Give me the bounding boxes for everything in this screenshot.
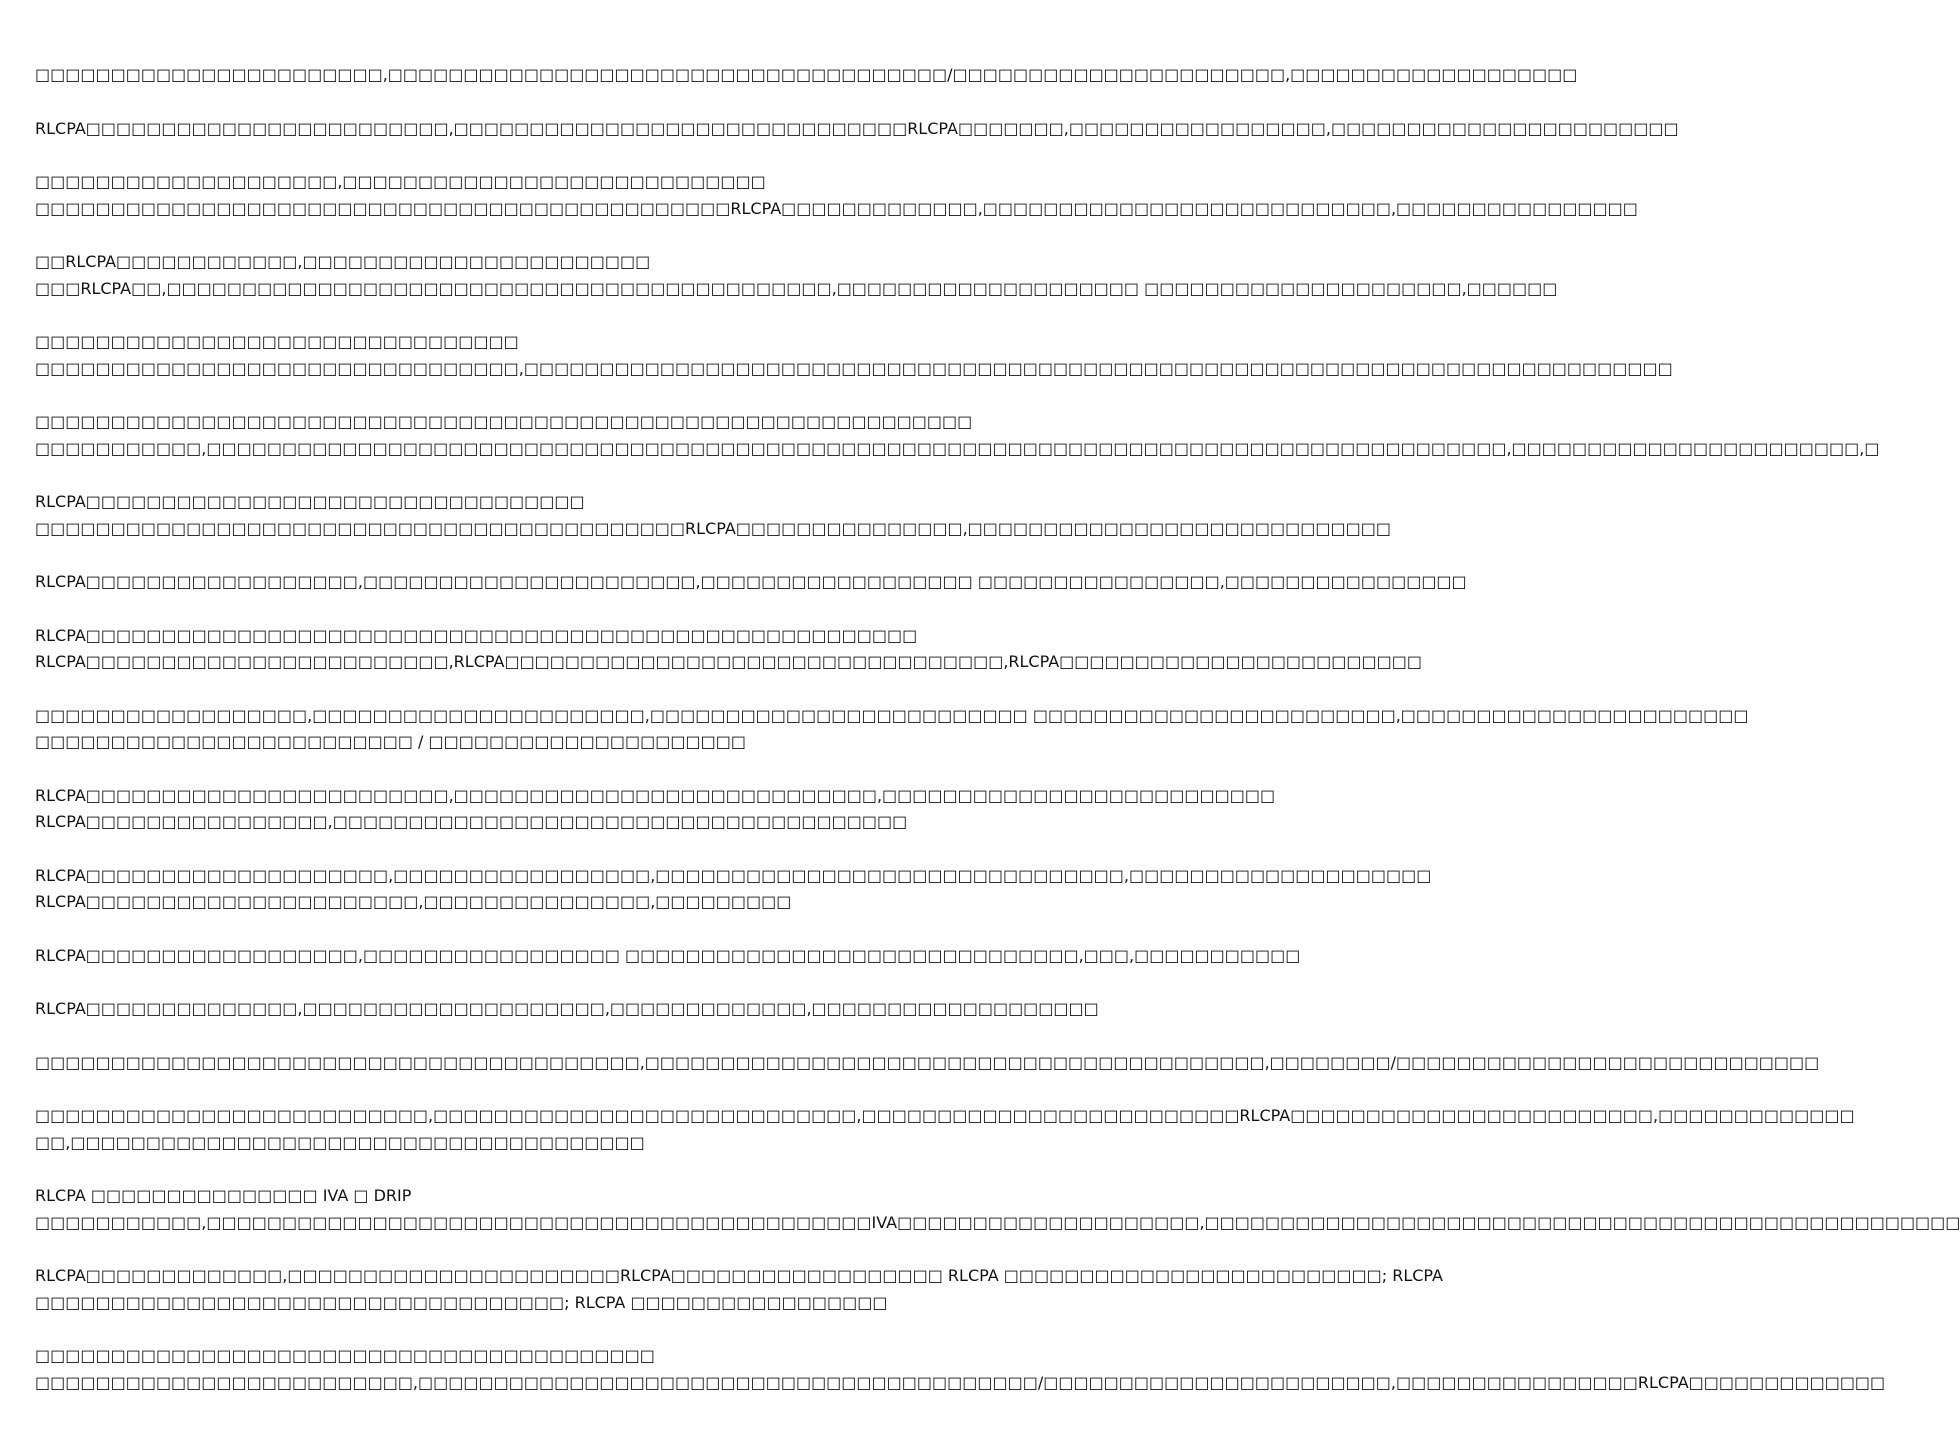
paragraph [35,249,1558,302]
paragraph [35,329,1673,382]
paragraph [35,1050,1820,1077]
paragraph [35,996,1099,1023]
paragraph [35,783,1276,836]
paragraph [35,1263,1443,1316]
document-body [35,62,1960,1423]
paragraph [35,943,1301,970]
paragraph [35,169,1638,222]
text-line: □□□□□□□□□□□,□□□□□□□□□□□□□□□□□□□□□□□□□□□□□□□□□□□□□□□□□□□□□□□□□□□□□□□□□□□□□□□□□□□□□□□□□□□□□□□□□□□□□□,□□□□□□□□□□□□□□□□□□□□□□□,□ [35,438,1880,458]
paragraph [35,116,1679,143]
text-line: RLCPA□□□□□□□□□□□□□□□□□□□□□□□□,RLCPA□□□□□□□□□□□□□□□□□□□□□□□□□□□□□□□□□,RLCPA□□□□□□□□□□□□□□□□□□□□□□□□ [35,652,1422,671]
paragraph [35,569,1467,596]
text-line: RLCPA□□□□□□□□□□□□□□□□,□□□□□□□□□□□□□□□□□□□□□□□□□□□□□□□□□□□□□□ [35,812,908,831]
text-line: □□□□□□□□□□□□□□□□□□□□□□□□□□□□□□□□□□□□□□□□□ [35,1346,655,1365]
paragraph [35,1183,1960,1236]
paragraph [35,1103,1855,1156]
text-line: RLCPA□□□□□□□□□□□□□□□□□□□□□□□□□□□□□□□□□□□□□□□□□□□□□□□□□□□□□□□ [35,625,918,645]
text-line: RLCPA□□□□□□□□□□□□□□□□□□□□□□□□,□□□□□□□□□□□□□□□□□□□□□□□□□□□□,□□□□□□□□□□□□□□□□□□□□□□□□□□ [35,785,1276,805]
paragraph [35,623,1422,676]
paragraph [35,863,1432,916]
text-line: □□□□□□□□□□□□□□□□□□□□□□□□□□□□□□□□□□□□□□□□□□□□□□RLCPA□□□□□□□□□□□□□,□□□□□□□□□□□□□□□□□□□□□□□□□□□,□□□□□□□□□□□□□□□□ [35,198,1638,218]
text-line: □□RLCPA□□□□□□□□□□□□,□□□□□□□□□□□□□□□□□□□□□□□ [35,252,651,271]
paragraph [35,489,1391,542]
text-line: □□□□□□□□□□□□□□□□□□□□□□□□□ / □□□□□□□□□□□□□□□□□□□□□ [35,732,746,751]
text-line: □□□□□□□□□□□□□□□□□□□□□□□□□□,□□□□□□□□□□□□□□□□□□□□□□□□□□□□,□□□□□□□□□□□□□□□□□□□□□□□□□RLCPA□□□□□□□□□□□□□□□□□□□□□□□□,□□□□□□□□□□□□□ [35,1106,1855,1125]
text-line: □□□□□□□□□□□□□□□□□□□□,□□□□□□□□□□□□□□□□□□□□□□□□□□□□ [35,172,766,191]
text-line: RLCPA□□□□□□□□□□□□□□□□□□,□□□□□□□□□□□□□□□□□ □□□□□□□□□□□□□□□□□□□□□□□□□□□□□□,□□□,□□□□□□□□□□□ [35,945,1301,965]
text-line: □□□□□□□□□□□□□□□□□□□□□□□□□,□□□□□□□□□□□□□□□□□□□□□□□□□□□□□□□□□□□□□□□□□/□□□□□□□□□□□□□□□□□□□□□□□,□□□□□□□□□□□□□□□□RLCPA□□□□□□□□□□□□□ [35,1372,1886,1392]
paragraph [35,409,1880,462]
text-line: RLCPA □□□□□□□□□□□□□□□ IVA □ DRIP [35,1186,412,1205]
text-line: RLCPA□□□□□□□□□□□□□□□□□□□□,□□□□□□□□□□□□□□□□□,□□□□□□□□□□□□□□□□□□□□□□□□□□□□□□□,□□□□□□□□□□□□□□□□□□□□ [35,865,1432,885]
text-line: □□,□□□□□□□□□□□□□□□□□□□□□□□□□□□□□□□□□□□□□□ [35,1132,645,1152]
text-line: □□□□□□□□□□□□□□□□□□□□□□□□□□□□□□□□,□□□□□□□□□□□□□□□□□□□□□□□□□□□□□□□□□□□□□□□□□□□□□□□□□□□□□□□□□□□□□□□□□□□□□□□□□□□□ [35,358,1673,378]
text-line: □□□□□□□□□□□□□□□□□□□□□□□□□□□□□□□□□□□□□□□□□□□RLCPA□□□□□□□□□□□□□□□,□□□□□□□□□□□□□□□□□□□□□□□□□□□□ [35,518,1391,538]
text-line: □□□□□□□□□□□,□□□□□□□□□□□□□□□□□□□□□□□□□□□□□□□□□□□□□□□□□□□□IVA□□□□□□□□□□□□□□□□□□□□,□□□□□□□□□□□□□□□□□□□□□□□□□□□□□□□□□□□□□□□□□□□□□□□□□□ [35,1212,1960,1232]
paragraph [35,1343,1886,1396]
text-line: □□□□□□□□□□□□□□□□□□□□□□□□□□□□□□□□ [35,332,519,351]
text-line: □□□□□□□□□□□□□□□□□□□□□□□,□□□□□□□□□□□□□□□□□□□□□□□□□□□□□□□□□□□□□/□□□□□□□□□□□□□□□□□□□□□□,□□□□□□□□□□□□□□□□□□□ [35,65,1578,84]
text-line: RLCPA□□□□□□□□□□□□□,□□□□□□□□□□□□□□□□□□□□□□RLCPA□□□□□□□□□□□□□□□□□□ RLCPA □□□□□□□□□□□□□□□□□□□□□□□□□; RLCPA [35,1266,1443,1285]
text-line: RLCPA□□□□□□□□□□□□□□□□□□,□□□□□□□□□□□□□□□□□□□□□□,□□□□□□□□□□□□□□□□□□ □□□□□□□□□□□□□□□□,□□□□□□□□□□□□□□□□ [35,572,1467,591]
paragraph [35,703,1749,756]
text-line: □□□□□□□□□□□□□□□□□□□□□□□□□□□□□□□□□□□□□□□□□□□□□□□□□□□□□□□□□□□□□□ [35,412,973,431]
text-line: □□□□□□□□□□□□□□□□□□□□□□□□□□□□□□□□□□□; RLCPA □□□□□□□□□□□□□□□□□ [35,1292,888,1312]
text-line: □□□□□□□□□□□□□□□□□□□□□□□□□□□□□□□□□□□□□□□□,□□□□□□□□□□□□□□□□□□□□□□□□□□□□□□□□□□□□□□□□□,□□□□□□□□/□□□□□□□□□□□□□□□□□□□□□□□□□□□□ [35,1052,1820,1072]
text-line: RLCPA□□□□□□□□□□□□□□□□□□□□□□□□,□□□□□□□□□□□□□□□□□□□□□□□□□□□□□□RLCPA□□□□□□□,□□□□□□□□□□□□□□□□□,□□□□□□□□□□□□□□□□□□□□□□□ [35,118,1679,138]
text-line: □□□□□□□□□□□□□□□□□□,□□□□□□□□□□□□□□□□□□□□□□,□□□□□□□□□□□□□□□□□□□□□□□□□ □□□□□□□□□□□□□□□□□□□□□□□□,□□□□□□□□□□□□□□□□□□□□□□□ [35,705,1749,725]
text-line: RLCPA□□□□□□□□□□□□□□□□□□□□□□,□□□□□□□□□□□□□□□,□□□□□□□□□ [35,892,792,911]
text-line: RLCPA□□□□□□□□□□□□□□□□□□□□□□□□□□□□□□□□□ [35,492,585,511]
text-line: RLCPA□□□□□□□□□□□□□□,□□□□□□□□□□□□□□□□□□□□,□□□□□□□□□□□□□,□□□□□□□□□□□□□□□□□□□ [35,999,1099,1018]
paragraph [35,62,1578,89]
text-line: □□□RLCPA□□,□□□□□□□□□□□□□□□□□□□□□□□□□□□□□□□□□□□□□□□□□□□□,□□□□□□□□□□□□□□□□□□□□ □□□□□□□□□□□□□□□□□□□□□,□□□□□□ [35,278,1558,298]
